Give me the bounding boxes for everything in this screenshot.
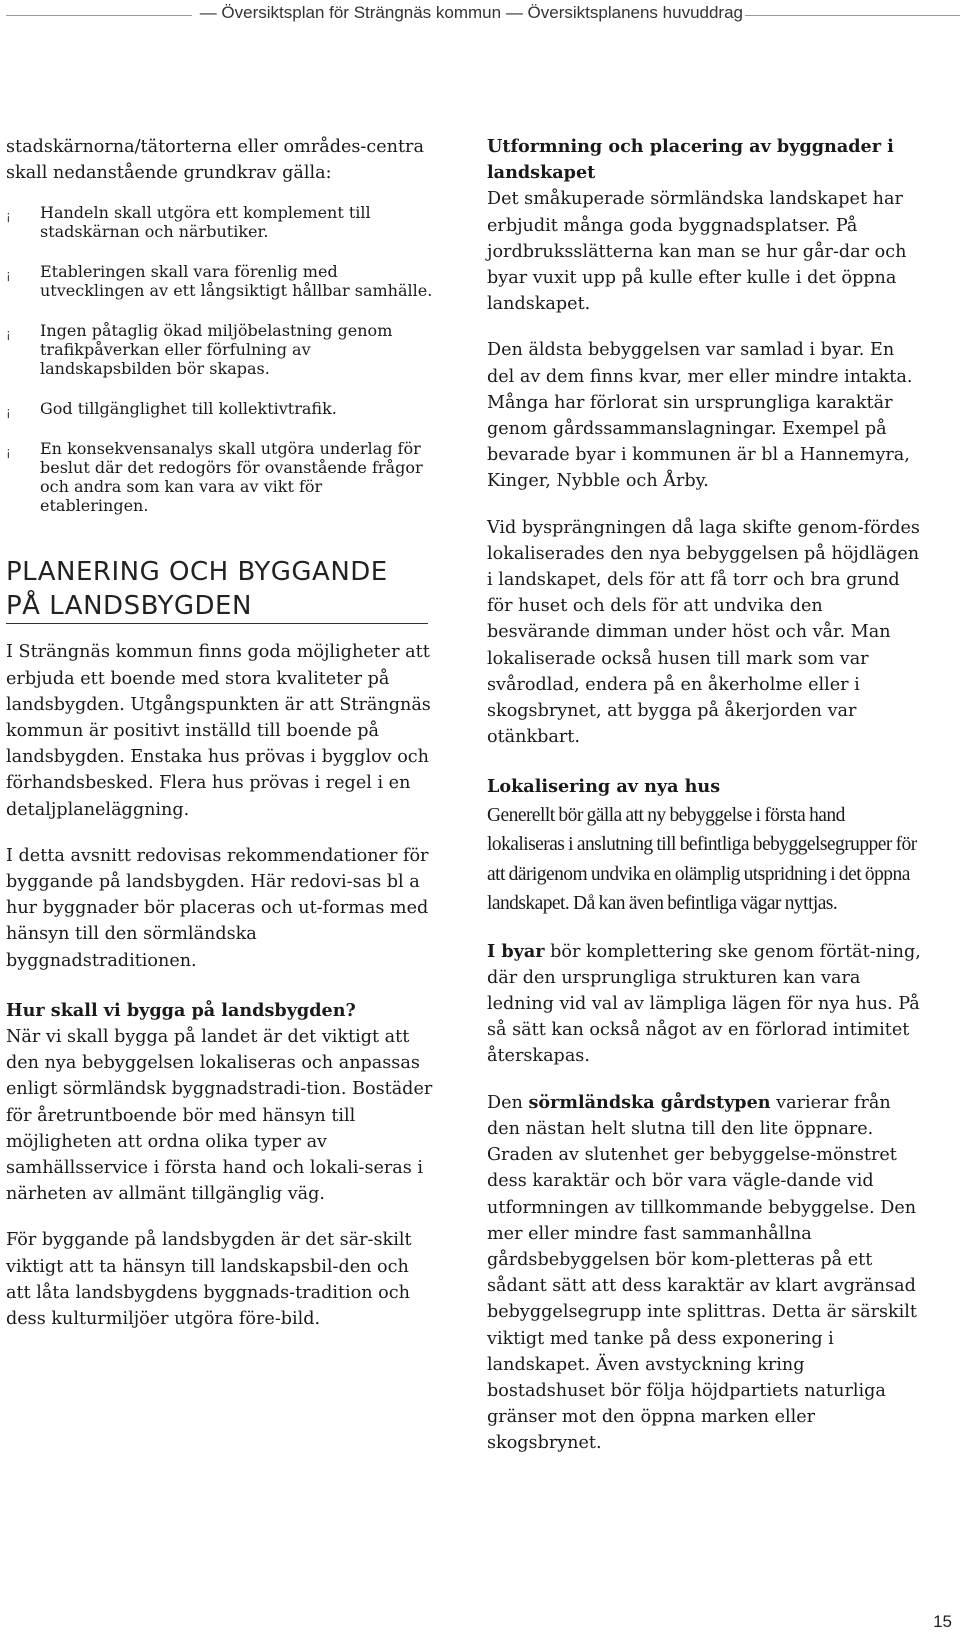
paragraph-text: varierar från den nästan helt slutna till den lite öppnare. Graden av slutenhet ger bebyggelse-mönstret dess karaktär och bör vara vägle-dande vid utformningen av tillkommande bebyggelse. Den mer eller mindre fast sammanhållna gårdsbebyggelsen bör kom-pletteras på ett sådant sätt att dess karaktär av klart avgränsad bebyggelsegrupp inte splittras. Detta är särskilt viktigt med tanke på dess exponering i landskapet. Även avstyckning kring bostadshuset bör följa höjdpartiets naturliga gränser mot den öppna marken eller skogsbrynet. bbox=[487, 1092, 918, 1454]
intro-text: stadskärnorna/tätorterna eller områdes-centra skall nedanstående grundkrav gälla: bbox=[6, 137, 424, 184]
bullet-marker: ¡ bbox=[6, 327, 11, 342]
paragraph-gardstypen bbox=[487, 1090, 923, 1457]
paragraph-text: bör komplettering ske genom förtät-ning, där den ursprungliga strukturen kan vara ledning vid val av lämpliga lägen för nya hus. På så sätt kan också något av en förlorad intimitet återskapas. bbox=[487, 941, 921, 1067]
paragraph-text: Den bbox=[487, 1092, 529, 1113]
requirements-list bbox=[6, 203, 434, 515]
bullet-marker: ¡ bbox=[6, 445, 11, 460]
list-item-text: Ingen påtaglig ökad miljöbelastning genom trafikpåverkan eller förfulning av landskapsbilden bör skapas. bbox=[40, 321, 393, 379]
paragraph-recommendations: I detta avsnitt redovisas rekommendationer för byggande på landsbygden. Här redovi-sas bl a hur byggnader bör placeras och ut-formas med hänsyn till den sörmländska byggnadstraditionen. bbox=[6, 845, 429, 971]
heading-lokalisering: Lokalisering av nya hus bbox=[487, 776, 721, 798]
list-item bbox=[6, 321, 434, 378]
bullet-marker: ¡ bbox=[6, 405, 11, 420]
list-item bbox=[6, 262, 434, 300]
paragraph-byar: Den äldsta bebyggelsen var samlad i byar. En del av dem finns kvar, mer eller mindre intakta. Många har förlorat sin ursprungliga karaktär genom gårdssammanslagningar. Exempel på bevarade byar i kommunen är bl a Hannemyra, Kinger, Nybble och Årby. bbox=[487, 340, 913, 492]
paragraph-i-byar bbox=[487, 939, 923, 1070]
header-title: — Översiktsplan för Strängnäs kommun — Översiktsplanens huvuddrag bbox=[192, 3, 745, 23]
section-heading-line2: PÅ LANDSBYGDEN bbox=[6, 589, 428, 624]
paragraph-landskapsbild: För byggande på landsbygden är det sär-skilt viktigt att ta hänsyn till landskapsbil-den och att låta landsbygdens byggnads-tradition och dess kulturmiljöer utgöra före-bild. bbox=[6, 1230, 412, 1330]
left-column bbox=[6, 134, 434, 1332]
list-item-text: God tillgänglighet till kollektivtrafik. bbox=[40, 399, 337, 419]
bullet-marker: ¡ bbox=[6, 268, 11, 283]
subheading-hur-bygga: Hur skall vi bygga på landsbygden? bbox=[6, 999, 356, 1021]
list-item bbox=[6, 439, 434, 515]
running-header bbox=[0, 0, 960, 30]
list-item-text: Handeln skall utgöra ett komplement till stadskärnan och närbutiker. bbox=[40, 203, 371, 242]
list-item bbox=[6, 399, 434, 418]
list-item bbox=[6, 203, 434, 241]
section-heading-line1: PLANERING OCH BYGGANDE bbox=[6, 557, 388, 588]
paragraph-landsbygd-intro: I Strängnäs kommun finns goda möjligheter att erbjuda ett boende med stora kvaliteter på landsbygden. Utgångspunkten är att Strängnäs kommun är positivt inställd till boende på landsbygden. Enstaka hus prövas i bygglov och förhandsbesked. Flera hus prövas i regel i en detaljplaneläggning. bbox=[6, 642, 431, 820]
list-item-text: Etableringen skall vara förenlig med utvecklingen av ett långsiktigt hållbar samhälle. bbox=[40, 262, 433, 301]
section-heading bbox=[6, 555, 428, 624]
right-column bbox=[487, 134, 923, 1457]
paragraph-laga-skifte: Vid bysprängningen då laga skifte genom-fördes lokaliserades den nya bebyggelsen på höjdlägen i landskapet, dels för att få torr och bra grund för huset och dels för att undvika den besvärande dimman under höst och vår. Man lokaliserade också husen till mark som var svårodlad, endera på en åkerholme eller i skogsbrynet, att bygga på åkerjorden var otänkbart. bbox=[487, 517, 920, 748]
bold-phrase: I byar bbox=[487, 940, 545, 962]
page-number: 15 bbox=[933, 1612, 952, 1631]
list-item-text: En konsekvensanalys skall utgöra underlag för beslut där det redogörs för ovanstående frågor och andra som kan vara av vikt för etableringen. bbox=[40, 439, 423, 516]
paragraph-landskapet: Det småkuperade sörmländska landskapet har erbjudit många goda byggnadsplatser. På jordbruksslätterna kan man se hur går-dar och byar vuxit upp på kulle efter kulle i det öppna landskapet. bbox=[487, 189, 907, 315]
bold-phrase: sörmländska gårdstypen bbox=[528, 1091, 771, 1113]
paragraph-generellt: Generellt bör gälla att ny bebyggelse i första hand lokaliseras i anslutning till befintliga bebyggelsegrupper för att därigenom undvika en olämplig utspridning i det öppna landskapet. Då kan även befintliga vägar nyttjas. bbox=[487, 804, 917, 915]
heading-utformning: Utformning och placering av byggnader i landskapet bbox=[487, 136, 894, 184]
bullet-marker: ¡ bbox=[6, 209, 11, 224]
paragraph-hur-bygga: När vi skall bygga på landet är det viktigt att den nya bebyggelsen lokaliseras och anpassas enligt sörmländsk byggnadstradi-tion. Bostäder för åretruntboende bör med hänsyn till möjligheten att ordna olika typer av samhällsservice i första hand och lokali-seras i närheten av allmänt tillgänglig väg. bbox=[6, 1027, 433, 1205]
